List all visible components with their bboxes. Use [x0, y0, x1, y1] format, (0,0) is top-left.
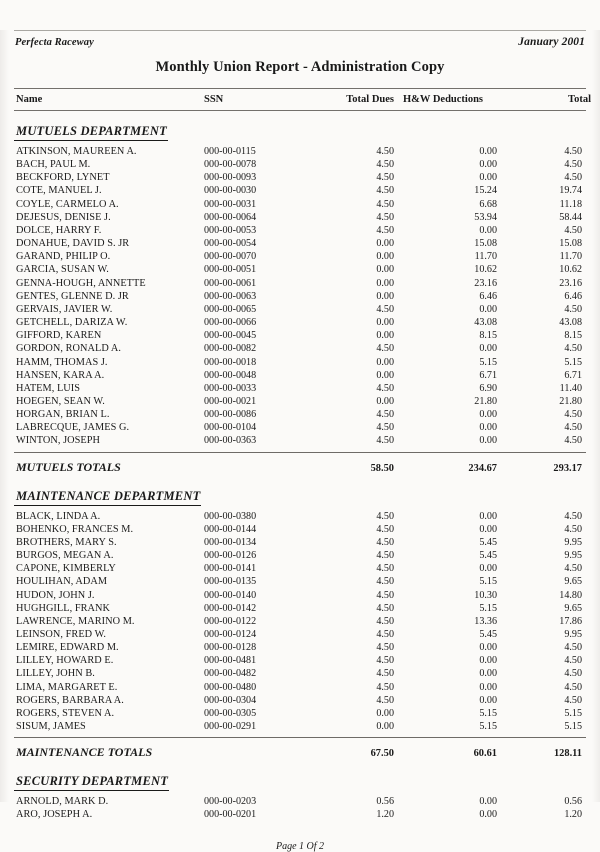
cell-total-dues: 0.00 — [376, 356, 394, 368]
cell-ssn: 000-00-0066 — [204, 317, 257, 329]
cell-hw-deductions: 13.36 — [474, 615, 497, 627]
table-row — [14, 628, 586, 641]
cell-total-dues: 4.50 — [376, 211, 394, 223]
cell-name: SISUM, JAMES — [16, 721, 86, 733]
cell-total: 14.80 — [559, 589, 582, 601]
cell-hw-deductions: 6.46 — [479, 290, 497, 302]
cell-total-dues: 0.56 — [376, 796, 394, 808]
table-row — [14, 615, 586, 628]
cell-ssn: 000-00-0065 — [204, 303, 257, 315]
cell-hw-deductions: 23.16 — [474, 277, 497, 289]
totals-label: MUTUELS TOTALS — [16, 459, 121, 474]
cell-name: ARNOLD, MARK D. — [16, 796, 109, 808]
table-row — [14, 536, 586, 549]
cell-total: 6.46 — [564, 290, 582, 302]
cell-ssn: 000-00-0291 — [204, 721, 257, 733]
cell-hw-deductions: 6.71 — [479, 369, 497, 381]
cell-name: BOHENKO, FRANCES M. — [16, 523, 134, 535]
cell-total-dues: 4.50 — [376, 536, 394, 548]
table-row — [14, 224, 586, 237]
cell-total-dues: 4.50 — [376, 382, 394, 394]
cell-name: CAPONE, KIMBERLY — [16, 563, 116, 575]
cell-hw-deductions: 11.70 — [474, 251, 497, 263]
cell-ssn: 000-00-0061 — [204, 277, 257, 289]
cell-total: 23.16 — [559, 277, 582, 289]
cell-total: 4.50 — [564, 224, 582, 236]
cell-total-dues: 4.50 — [376, 198, 394, 210]
table-row — [14, 184, 586, 197]
table-row — [14, 549, 586, 562]
department-section — [14, 772, 586, 821]
cell-hw-deductions: 15.08 — [474, 238, 497, 250]
cell-ssn: 000-00-0128 — [204, 642, 257, 654]
cell-ssn: 000-00-0144 — [204, 523, 257, 535]
cell-total: 9.95 — [564, 629, 582, 640]
cell-total-dues: 4.50 — [376, 681, 394, 693]
table-row — [14, 408, 586, 421]
cell-hw-deductions: 43.08 — [474, 317, 497, 329]
cell-total-dues: 0.00 — [376, 721, 394, 733]
cell-hw-deductions: 0.00 — [479, 172, 497, 184]
cell-name: LILLEY, HOWARD E. — [16, 655, 114, 667]
table-row — [14, 808, 586, 821]
column-header-total-dues: Total Dues — [346, 94, 394, 105]
cell-total-dues: 4.50 — [376, 615, 394, 627]
cell-name: BECKFORD, LYNET — [16, 172, 110, 184]
table-row — [14, 434, 586, 447]
cell-hw-deductions: 0.00 — [479, 303, 497, 315]
cell-hw-deductions: 0.00 — [479, 343, 497, 355]
table-row — [14, 382, 586, 395]
cell-total-dues: 4.50 — [376, 435, 394, 447]
table-row — [14, 158, 586, 171]
cell-total-dues: 0.00 — [376, 395, 394, 407]
cell-name: HOULIHAN, ADAM — [16, 576, 108, 588]
table-row — [14, 720, 586, 733]
cell-ssn: 000-00-0045 — [204, 330, 257, 342]
cell-ssn: 000-00-0201 — [204, 809, 257, 821]
cell-hw-deductions: 10.62 — [474, 264, 497, 276]
table-row — [14, 211, 586, 224]
cell-hw-deductions: 8.15 — [479, 330, 497, 342]
cell-ssn: 000-00-0031 — [204, 198, 257, 210]
cell-total-dues: 0.00 — [376, 251, 394, 263]
table-row — [14, 329, 586, 342]
cell-name: GENNA-HOUGH, ANNETTE — [16, 277, 146, 289]
cell-total-dues: 4.50 — [376, 563, 394, 575]
cell-total-dues: 4.50 — [376, 629, 394, 640]
cell-hw-deductions: 5.45 — [479, 536, 497, 548]
report-sections — [14, 122, 586, 822]
table-row — [14, 589, 586, 602]
cell-name: ATKINSON, MAUREEN A. — [16, 146, 137, 157]
cell-total: 4.50 — [564, 409, 582, 421]
cell-hw-deductions: 0.00 — [479, 409, 497, 421]
page-footer: Page 1 Of 2 — [275, 840, 325, 852]
cell-ssn: 000-00-0142 — [204, 602, 257, 614]
cell-name: HOEGEN, SEAN W. — [16, 395, 105, 407]
table-row — [14, 681, 586, 694]
cell-total: 11.40 — [559, 382, 582, 394]
cell-ssn: 000-00-0480 — [204, 681, 257, 693]
cell-ssn: 000-00-0053 — [204, 224, 257, 236]
table-row — [14, 421, 586, 434]
cell-total-dues: 0.00 — [376, 264, 394, 276]
organization-name: Perfecta Raceway — [15, 37, 94, 48]
totals-hw-deductions: 234.67 — [468, 462, 497, 474]
cell-hw-deductions: 6.90 — [479, 382, 497, 394]
cell-name: DOLCE, HARRY F. — [16, 224, 102, 236]
cell-name: BROTHERS, MARY S. — [16, 536, 117, 548]
cell-name: LIMA, MARGARET E. — [16, 681, 118, 693]
cell-ssn: 000-00-0380 — [204, 510, 257, 522]
cell-ssn: 000-00-0048 — [204, 369, 257, 381]
cell-hw-deductions: 6.68 — [479, 198, 497, 210]
cell-hw-deductions: 0.00 — [479, 694, 497, 706]
cell-total: 5.15 — [564, 707, 582, 719]
cell-name: GETCHELL, DARIZA W. — [16, 317, 128, 329]
cell-total: 11.18 — [559, 198, 582, 210]
cell-total-dues: 4.50 — [376, 159, 394, 171]
cell-total-dues: 4.50 — [376, 224, 394, 236]
cell-ssn: 000-00-0203 — [204, 796, 257, 808]
table-row — [14, 602, 586, 615]
cell-ssn: 000-00-0064 — [204, 211, 257, 223]
totals-total-dues: 67.50 — [370, 748, 394, 760]
cell-name: GORDON, RONALD A. — [16, 343, 121, 355]
cell-ssn: 000-00-0140 — [204, 589, 257, 601]
cell-ssn: 000-00-0122 — [204, 615, 257, 627]
cell-hw-deductions: 0.00 — [479, 146, 497, 157]
cell-hw-deductions: 0.00 — [479, 809, 497, 821]
table-row — [14, 145, 586, 158]
cell-total: 4.50 — [564, 563, 582, 575]
cell-ssn: 000-00-0078 — [204, 159, 257, 171]
table-row — [14, 795, 586, 808]
cell-hw-deductions: 5.15 — [479, 707, 497, 719]
table-row — [14, 342, 586, 355]
department-totals-row — [14, 453, 586, 477]
cell-ssn: 000-00-0082 — [204, 343, 257, 355]
cell-total-dues: 4.50 — [376, 303, 394, 315]
cell-total: 11.70 — [559, 251, 582, 263]
cell-name: GARAND, PHILIP O. — [16, 251, 111, 263]
cell-name: HATEM, LUIS — [16, 382, 81, 394]
table-row — [14, 562, 586, 575]
cell-name: ROGERS, STEVEN A. — [16, 707, 115, 719]
cell-total: 9.95 — [564, 536, 582, 548]
cell-name: DONAHUE, DAVID S. JR — [16, 238, 130, 250]
cell-name: ROGERS, BARBARA A. — [16, 694, 124, 706]
column-header-ssn: SSN — [204, 94, 224, 105]
cell-total-dues: 0.00 — [376, 330, 394, 342]
table-row — [14, 290, 586, 303]
table-row — [14, 523, 586, 536]
cell-total-dues: 4.50 — [376, 510, 394, 522]
cell-total: 19.74 — [559, 185, 582, 197]
cell-total: 9.65 — [564, 602, 582, 614]
department-title: SECURITY DEPARTMENT — [14, 774, 169, 791]
cell-name: HUDON, JOHN J. — [16, 589, 95, 601]
cell-total-dues: 0.00 — [376, 707, 394, 719]
cell-total: 8.15 — [564, 330, 582, 342]
table-row — [14, 198, 586, 211]
cell-total: 9.95 — [564, 550, 582, 562]
column-header-name: Name — [16, 94, 43, 105]
cell-name: HAMM, THOMAS J. — [16, 356, 108, 368]
cell-total: 4.50 — [564, 668, 582, 680]
cell-total: 4.50 — [564, 655, 582, 667]
cell-hw-deductions: 53.94 — [474, 211, 497, 223]
cell-hw-deductions: 5.15 — [479, 721, 497, 733]
cell-name: HORGAN, BRIAN L. — [16, 409, 110, 421]
table-row — [14, 277, 586, 290]
table-row — [14, 641, 586, 654]
cell-total: 0.56 — [564, 796, 582, 808]
cell-total: 5.15 — [564, 721, 582, 733]
cell-hw-deductions: 0.00 — [479, 224, 497, 236]
department-title: MAINTENANCE DEPARTMENT — [14, 489, 201, 506]
cell-ssn: 000-00-0030 — [204, 185, 257, 197]
cell-ssn: 000-00-0363 — [204, 435, 257, 447]
cell-total-dues: 4.50 — [376, 172, 394, 184]
cell-total: 4.50 — [564, 642, 582, 654]
table-header-bottom-rule — [14, 110, 586, 111]
department-section — [14, 122, 586, 477]
cell-ssn: 000-00-0135 — [204, 576, 257, 588]
cell-name: HANSEN, KARA A. — [16, 369, 105, 381]
cell-total: 15.08 — [559, 238, 582, 250]
cell-ssn: 000-00-0304 — [204, 694, 257, 706]
cell-total: 4.50 — [564, 681, 582, 693]
cell-total-dues: 4.50 — [376, 185, 394, 197]
cell-hw-deductions: 0.00 — [479, 435, 497, 447]
table-row — [14, 575, 586, 588]
cell-total-dues: 4.50 — [376, 642, 394, 654]
table-row — [14, 171, 586, 184]
cell-total: 4.50 — [564, 435, 582, 447]
cell-ssn: 000-00-0115 — [204, 146, 256, 157]
totals-label: MAINTENANCE TOTALS — [16, 745, 153, 760]
cell-hw-deductions: 0.00 — [479, 642, 497, 654]
cell-ssn: 000-00-0021 — [204, 395, 257, 407]
report-page — [0, 30, 600, 852]
table-row — [14, 303, 586, 316]
cell-total-dues: 0.00 — [376, 290, 394, 302]
cell-total: 43.08 — [559, 317, 582, 329]
totals-total: 293.17 — [553, 462, 582, 474]
table-row — [14, 510, 586, 523]
cell-total: 58.44 — [559, 211, 582, 223]
cell-hw-deductions: 0.00 — [479, 563, 497, 575]
cell-name: LABRECQUE, JAMES G. — [16, 422, 130, 434]
cell-name: BURGOS, MEGAN A. — [16, 550, 114, 562]
cell-hw-deductions: 0.00 — [479, 159, 497, 171]
cell-ssn: 000-00-0141 — [204, 563, 257, 575]
cell-name: BLACK, LINDA A. — [16, 510, 101, 522]
cell-hw-deductions: 5.45 — [479, 550, 497, 562]
cell-ssn: 000-00-0134 — [204, 536, 257, 548]
table-row — [14, 667, 586, 680]
masthead — [14, 31, 586, 48]
cell-total: 4.50 — [564, 343, 582, 355]
cell-hw-deductions: 0.00 — [479, 796, 497, 808]
cell-ssn: 000-00-0104 — [204, 422, 257, 434]
cell-total: 10.62 — [559, 264, 582, 276]
cell-ssn: 000-00-0305 — [204, 707, 257, 719]
cell-total: 4.50 — [564, 510, 582, 522]
cell-name: GIFFORD, KAREN — [16, 330, 102, 342]
cell-ssn: 000-00-0054 — [204, 238, 257, 250]
cell-name: LEMIRE, EDWARD M. — [16, 642, 119, 654]
cell-total-dues: 4.50 — [376, 422, 394, 434]
cell-total-dues: 4.50 — [376, 655, 394, 667]
cell-hw-deductions: 5.15 — [479, 356, 497, 368]
cell-ssn: 000-00-0482 — [204, 668, 257, 680]
cell-hw-deductions: 21.80 — [474, 395, 497, 407]
cell-total-dues: 4.50 — [376, 668, 394, 680]
cell-total-dues: 0.00 — [376, 238, 394, 250]
table-row — [14, 250, 586, 263]
cell-hw-deductions: 0.00 — [479, 422, 497, 434]
cell-total-dues: 4.50 — [376, 589, 394, 601]
cell-name: BACH, PAUL M. — [16, 159, 91, 171]
cell-ssn: 000-00-0126 — [204, 550, 257, 562]
cell-name: GERVAIS, JAVIER W. — [16, 303, 113, 315]
column-header-total: Total — [568, 94, 591, 105]
cell-ssn: 000-00-0018 — [204, 356, 257, 368]
cell-total: 9.65 — [564, 576, 582, 588]
table-row — [14, 395, 586, 408]
cell-hw-deductions: 10.30 — [474, 589, 497, 601]
cell-total-dues: 1.20 — [376, 809, 394, 821]
report-period: January 2001 — [518, 36, 585, 48]
cell-total-dues: 4.50 — [376, 523, 394, 535]
table-row — [14, 356, 586, 369]
table-row — [14, 263, 586, 276]
department-totals-row — [14, 738, 586, 762]
totals-hw-deductions: 60.61 — [473, 748, 497, 760]
cell-name: GARCIA, SUSAN W. — [16, 264, 109, 276]
department-section — [14, 487, 586, 763]
cell-total: 4.50 — [564, 172, 582, 184]
cell-ssn: 000-00-0093 — [204, 172, 257, 184]
cell-name: COYLE, CARMELO A. — [16, 198, 119, 210]
cell-total: 4.50 — [564, 303, 582, 315]
cell-total: 6.71 — [564, 369, 582, 381]
cell-name: LAWRENCE, MARINO M. — [16, 615, 135, 627]
cell-hw-deductions: 0.00 — [479, 681, 497, 693]
cell-name: GENTES, GLENNE D. JR — [16, 290, 129, 302]
totals-total: 128.11 — [553, 748, 582, 760]
cell-hw-deductions: 15.24 — [474, 185, 497, 197]
totals-total-dues: 58.50 — [370, 462, 394, 474]
table-row — [14, 369, 586, 382]
cell-name: DEJESUS, DENISE J. — [16, 211, 111, 223]
cell-total: 17.86 — [559, 615, 582, 627]
cell-total: 5.15 — [564, 356, 582, 368]
cell-hw-deductions: 0.00 — [479, 668, 497, 680]
cell-total-dues: 0.00 — [376, 277, 394, 289]
cell-total-dues: 4.50 — [376, 146, 394, 157]
cell-ssn: 000-00-0051 — [204, 264, 257, 276]
page-title: Monthly Union Report - Administration Copy — [155, 59, 445, 75]
table-row — [14, 316, 586, 329]
cell-total: 4.50 — [564, 694, 582, 706]
cell-total: 4.50 — [564, 422, 582, 434]
cell-total: 4.50 — [564, 523, 582, 535]
cell-name: WINTON, JOSEPH — [16, 435, 101, 447]
cell-ssn: 000-00-0086 — [204, 409, 257, 421]
cell-hw-deductions: 5.45 — [479, 629, 497, 640]
table-row — [14, 707, 586, 720]
cell-ssn: 000-00-0481 — [204, 655, 257, 667]
cell-hw-deductions: 0.00 — [479, 510, 497, 522]
cell-total: 4.50 — [564, 146, 582, 157]
cell-total-dues: 4.50 — [376, 550, 394, 562]
cell-ssn: 000-00-0124 — [204, 629, 257, 640]
cell-total: 21.80 — [559, 395, 582, 407]
table-row — [14, 237, 586, 250]
table-row — [14, 654, 586, 667]
cell-name: HUGHGILL, FRANK — [16, 602, 110, 614]
cell-total: 4.50 — [564, 159, 582, 171]
cell-ssn: 000-00-0033 — [204, 382, 257, 394]
column-header-hw-deductions: H&W Deductions — [403, 94, 484, 105]
cell-total-dues: 0.00 — [376, 317, 394, 329]
masthead-top-rule — [14, 30, 586, 31]
cell-hw-deductions: 5.15 — [479, 602, 497, 614]
cell-hw-deductions: 0.00 — [479, 655, 497, 667]
table-row — [14, 694, 586, 707]
table-column-headers — [14, 89, 591, 110]
cell-total-dues: 4.50 — [376, 602, 394, 614]
cell-total: 1.20 — [564, 809, 582, 821]
cell-name: LILLEY, JOHN B. — [16, 668, 95, 680]
cell-total-dues: 4.50 — [376, 343, 394, 355]
cell-hw-deductions: 5.15 — [479, 576, 497, 588]
cell-hw-deductions: 0.00 — [479, 523, 497, 535]
cell-name: ARO, JOSEPH A. — [16, 809, 93, 821]
cell-name: LEINSON, FRED W. — [16, 629, 107, 640]
cell-ssn: 000-00-0063 — [204, 290, 257, 302]
cell-name: COTE, MANUEL J. — [16, 185, 102, 197]
cell-total-dues: 4.50 — [376, 694, 394, 706]
department-title: MUTUELS DEPARTMENT — [14, 124, 168, 141]
cell-total-dues: 4.50 — [376, 576, 394, 588]
cell-total-dues: 0.00 — [376, 369, 394, 381]
cell-ssn: 000-00-0070 — [204, 251, 257, 263]
cell-total-dues: 4.50 — [376, 409, 394, 421]
